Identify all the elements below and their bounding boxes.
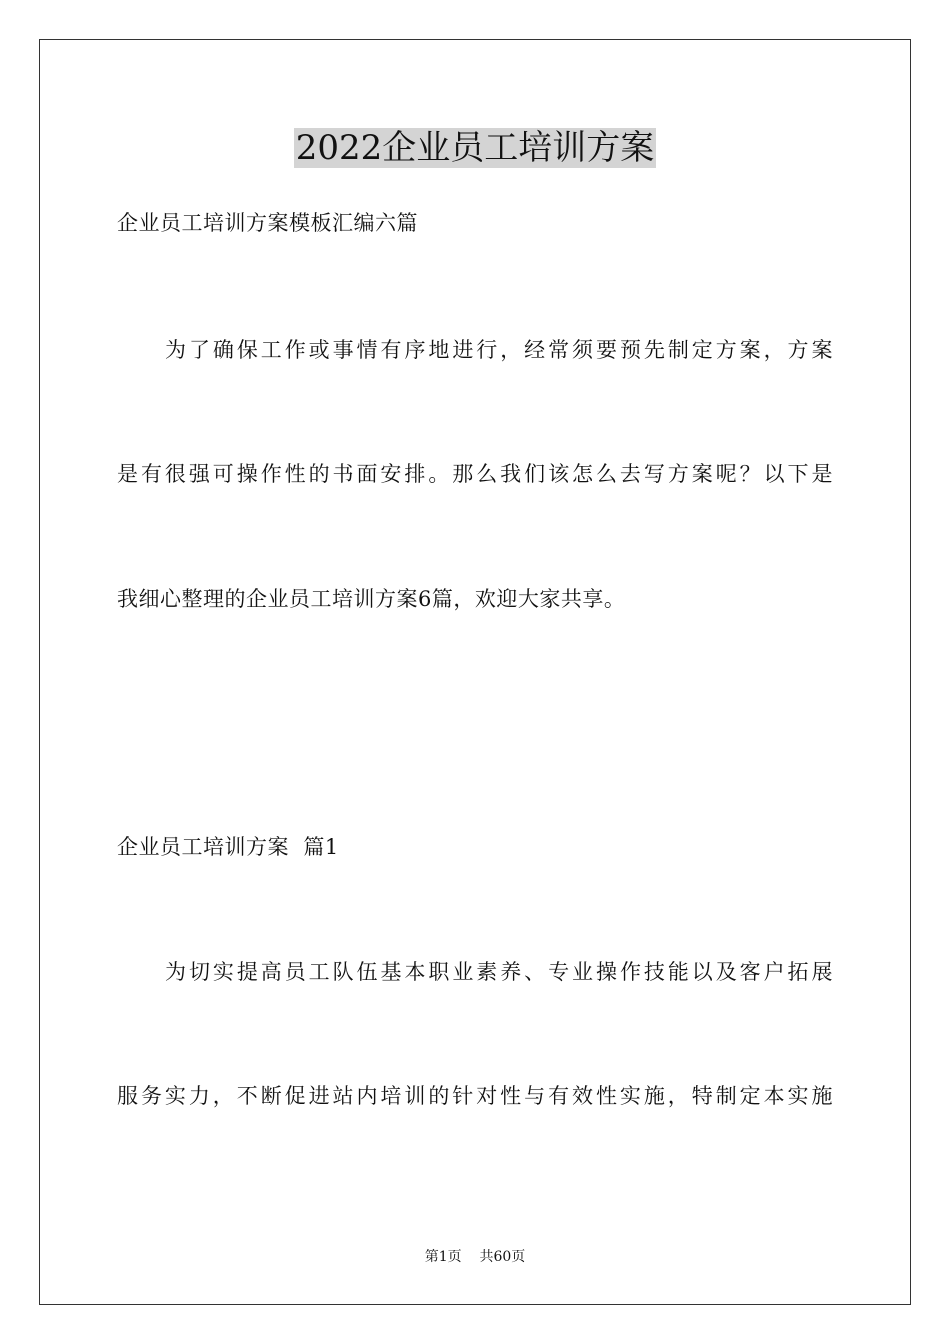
title-container bbox=[0, 128, 950, 168]
section-heading: 企业员工培训方案 篇1 bbox=[117, 835, 339, 859]
page-footer bbox=[0, 1247, 950, 1267]
paragraph-line: 为切实提高员工队伍基本职业素养、专业操作技能以及客户拓展 bbox=[165, 960, 833, 984]
page-number: 第1页 bbox=[424, 1249, 462, 1265]
paragraph-line: 为了确保工作或事情有序地进行，经常须要预先制定方案，方案 bbox=[165, 338, 833, 362]
document-title: 2022企业员工培训方案 bbox=[295, 128, 655, 168]
page-total: 共60页 bbox=[479, 1249, 526, 1265]
paragraph-line: 是有很强可操作性的书面安排。那么我们该怎么去写方案呢？以下是 bbox=[117, 462, 833, 486]
paragraph-line: 服务实力，不断促进站内培训的针对性与有效性实施，特制定本实施 bbox=[117, 1084, 833, 1108]
paragraph-line: 我细心整理的企业员工培训方案6篇，欢迎大家共享。 bbox=[117, 587, 626, 611]
document-subtitle: 企业员工培训方案模板汇编六篇 bbox=[117, 211, 418, 235]
